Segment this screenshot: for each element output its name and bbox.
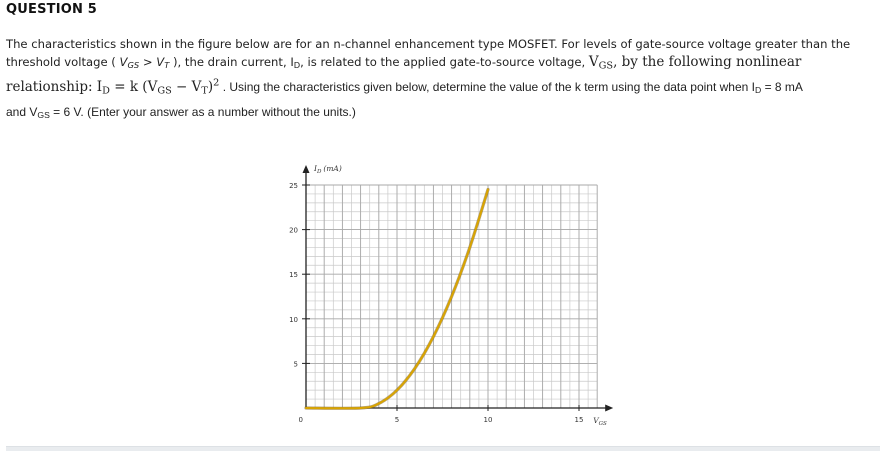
symbol-id-sub: D (293, 60, 301, 71)
x-tick-label: 5 (394, 416, 400, 424)
y-tick-label: 0 (298, 416, 303, 424)
x-tick-label: 10 (483, 416, 493, 424)
question-text-line-3 (6, 79, 886, 95)
text-threshold-lead: threshold voltage ( (6, 55, 120, 69)
answer-area-divider (6, 446, 880, 451)
y-tick-label: 15 (289, 271, 298, 280)
x-tick-label: 15 (574, 416, 584, 424)
text-nonlinear: , by the following nonlinear (613, 54, 802, 70)
x-axis-label: $V_{GS}$ (593, 416, 607, 427)
symbol-greater-than: > (139, 55, 157, 69)
y-tick-label: 20 (289, 226, 298, 235)
question-text-line-2 (6, 54, 886, 70)
y-axis-arrow (303, 165, 310, 173)
y-tick-label: 25 (289, 182, 298, 190)
symbol-vt: $V_T$ (156, 55, 170, 71)
id-vgs-chart (270, 150, 630, 432)
symbol-vgs: $V_{GS}$ (119, 55, 140, 71)
text-related-to: , is related to the applied gate-to-source voltage, (300, 55, 589, 69)
question-text-intro: The characteristics shown in the figure below are for an n-channel enhancement type MOSFET. For levels of gate-source voltage greater than the (6, 37, 851, 51)
text-drain-current: ), the drain current, I (169, 55, 294, 69)
question-text-line-1 (6, 37, 886, 51)
formula-relationship: relationship: $I_D = k$ $(V_{GS} - V_T)^2$ (6, 77, 220, 97)
y-tick-label: 10 (289, 315, 298, 324)
x-axis-arrow (605, 405, 613, 412)
y-tick-label: 5 (293, 360, 298, 369)
text-using-characteristics: . Using the characteristics given below, determine the value of the k term using the data point when $I_D = 8$ mA (219, 80, 803, 96)
question-title: QUESTION 5 (6, 2, 98, 17)
y-axis-label: $I_D$ (mA) (314, 164, 342, 175)
question-text-line-4: and $V_{GS} = 6$ V. (Enter your answer as a number without the units.) (6, 105, 356, 121)
symbol-vgs-serif: $V_{GS}$ (588, 54, 614, 72)
